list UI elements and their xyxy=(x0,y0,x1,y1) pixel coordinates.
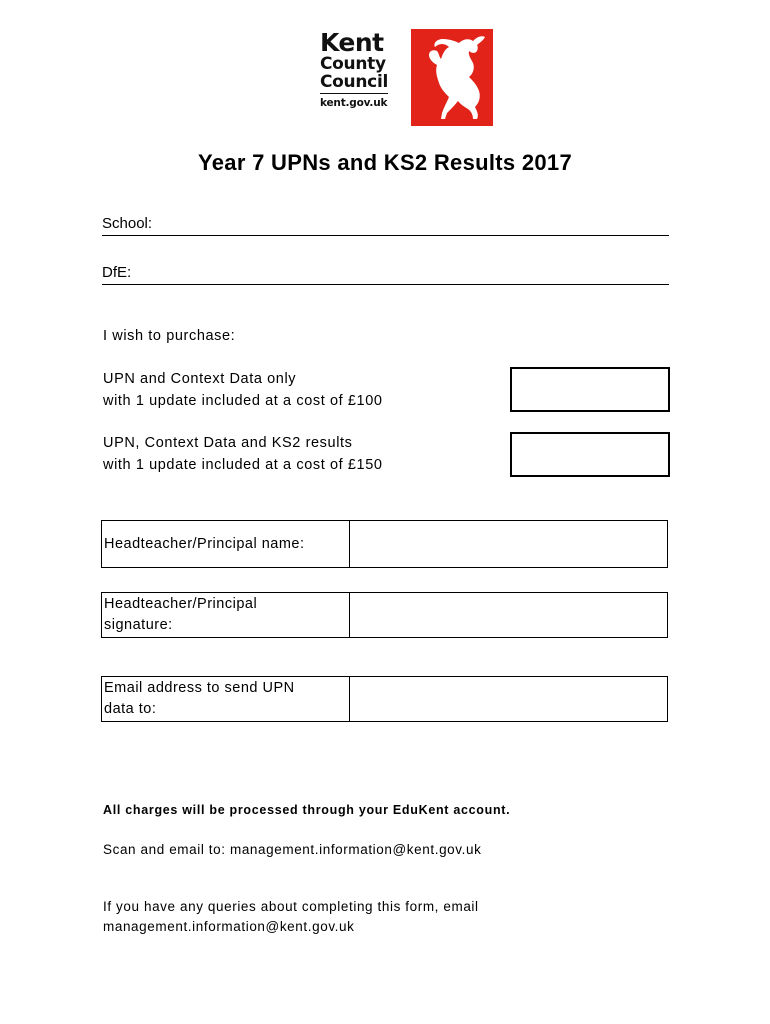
option1-line2: with 1 update included at a cost of £100 xyxy=(103,392,383,409)
headteacher-name-input[interactable] xyxy=(350,521,667,567)
headteacher-signature-input[interactable] xyxy=(350,593,667,637)
logo-red-square xyxy=(411,29,493,126)
email-input[interactable] xyxy=(350,677,667,721)
option1-description xyxy=(103,369,383,412)
queries-line1: If you have any queries about completing this form, email xyxy=(103,899,479,914)
headteacher-signature-row xyxy=(101,592,668,638)
purchase-intro: I wish to purchase: xyxy=(103,328,236,344)
email-label xyxy=(102,677,350,721)
headteacher-signature-label-line2: signature: xyxy=(104,617,173,633)
option1-checkbox[interactable] xyxy=(510,367,670,412)
scan-note: Scan and email to: management.information@kent.gov.uk xyxy=(103,842,482,857)
headteacher-signature-label xyxy=(102,593,350,637)
dfe-field[interactable] xyxy=(102,264,669,285)
option2-description xyxy=(103,433,383,476)
logo-line-kent: Kent xyxy=(320,28,384,57)
logo-line-council: Council xyxy=(320,72,388,92)
page-title: Year 7 UPNs and KS2 Results 2017 xyxy=(197,150,572,175)
school-field[interactable] xyxy=(102,215,669,236)
logo-line-county: County xyxy=(320,54,386,74)
logo-url: kent.gov.uk xyxy=(320,97,388,109)
option2-line2: with 1 update included at a cost of £150 xyxy=(103,456,383,473)
headteacher-name-label: Headteacher/Principal name: xyxy=(102,521,350,567)
charges-note: All charges will be processed through your EduKent account. xyxy=(103,803,511,817)
queries-line2: management.information@kent.gov.uk xyxy=(103,919,355,934)
email-label-line2: data to: xyxy=(104,701,157,717)
option2-line1: UPN, Context Data and KS2 results xyxy=(103,435,353,451)
kent-county-council-logo xyxy=(318,28,496,128)
white-horse-icon xyxy=(411,29,493,126)
option2-checkbox[interactable] xyxy=(510,432,670,477)
option1-line1: UPN and Context Data only xyxy=(103,371,297,387)
queries-note xyxy=(103,897,479,937)
logo-wordmark xyxy=(320,30,388,109)
headteacher-signature-label-line1: Headteacher/Principal xyxy=(104,596,258,612)
email-label-line1: Email address to send UPN xyxy=(104,680,295,696)
headteacher-name-row xyxy=(101,520,668,568)
school-label: School: xyxy=(102,215,153,232)
dfe-label: DfE: xyxy=(102,264,132,281)
email-row xyxy=(101,676,668,722)
